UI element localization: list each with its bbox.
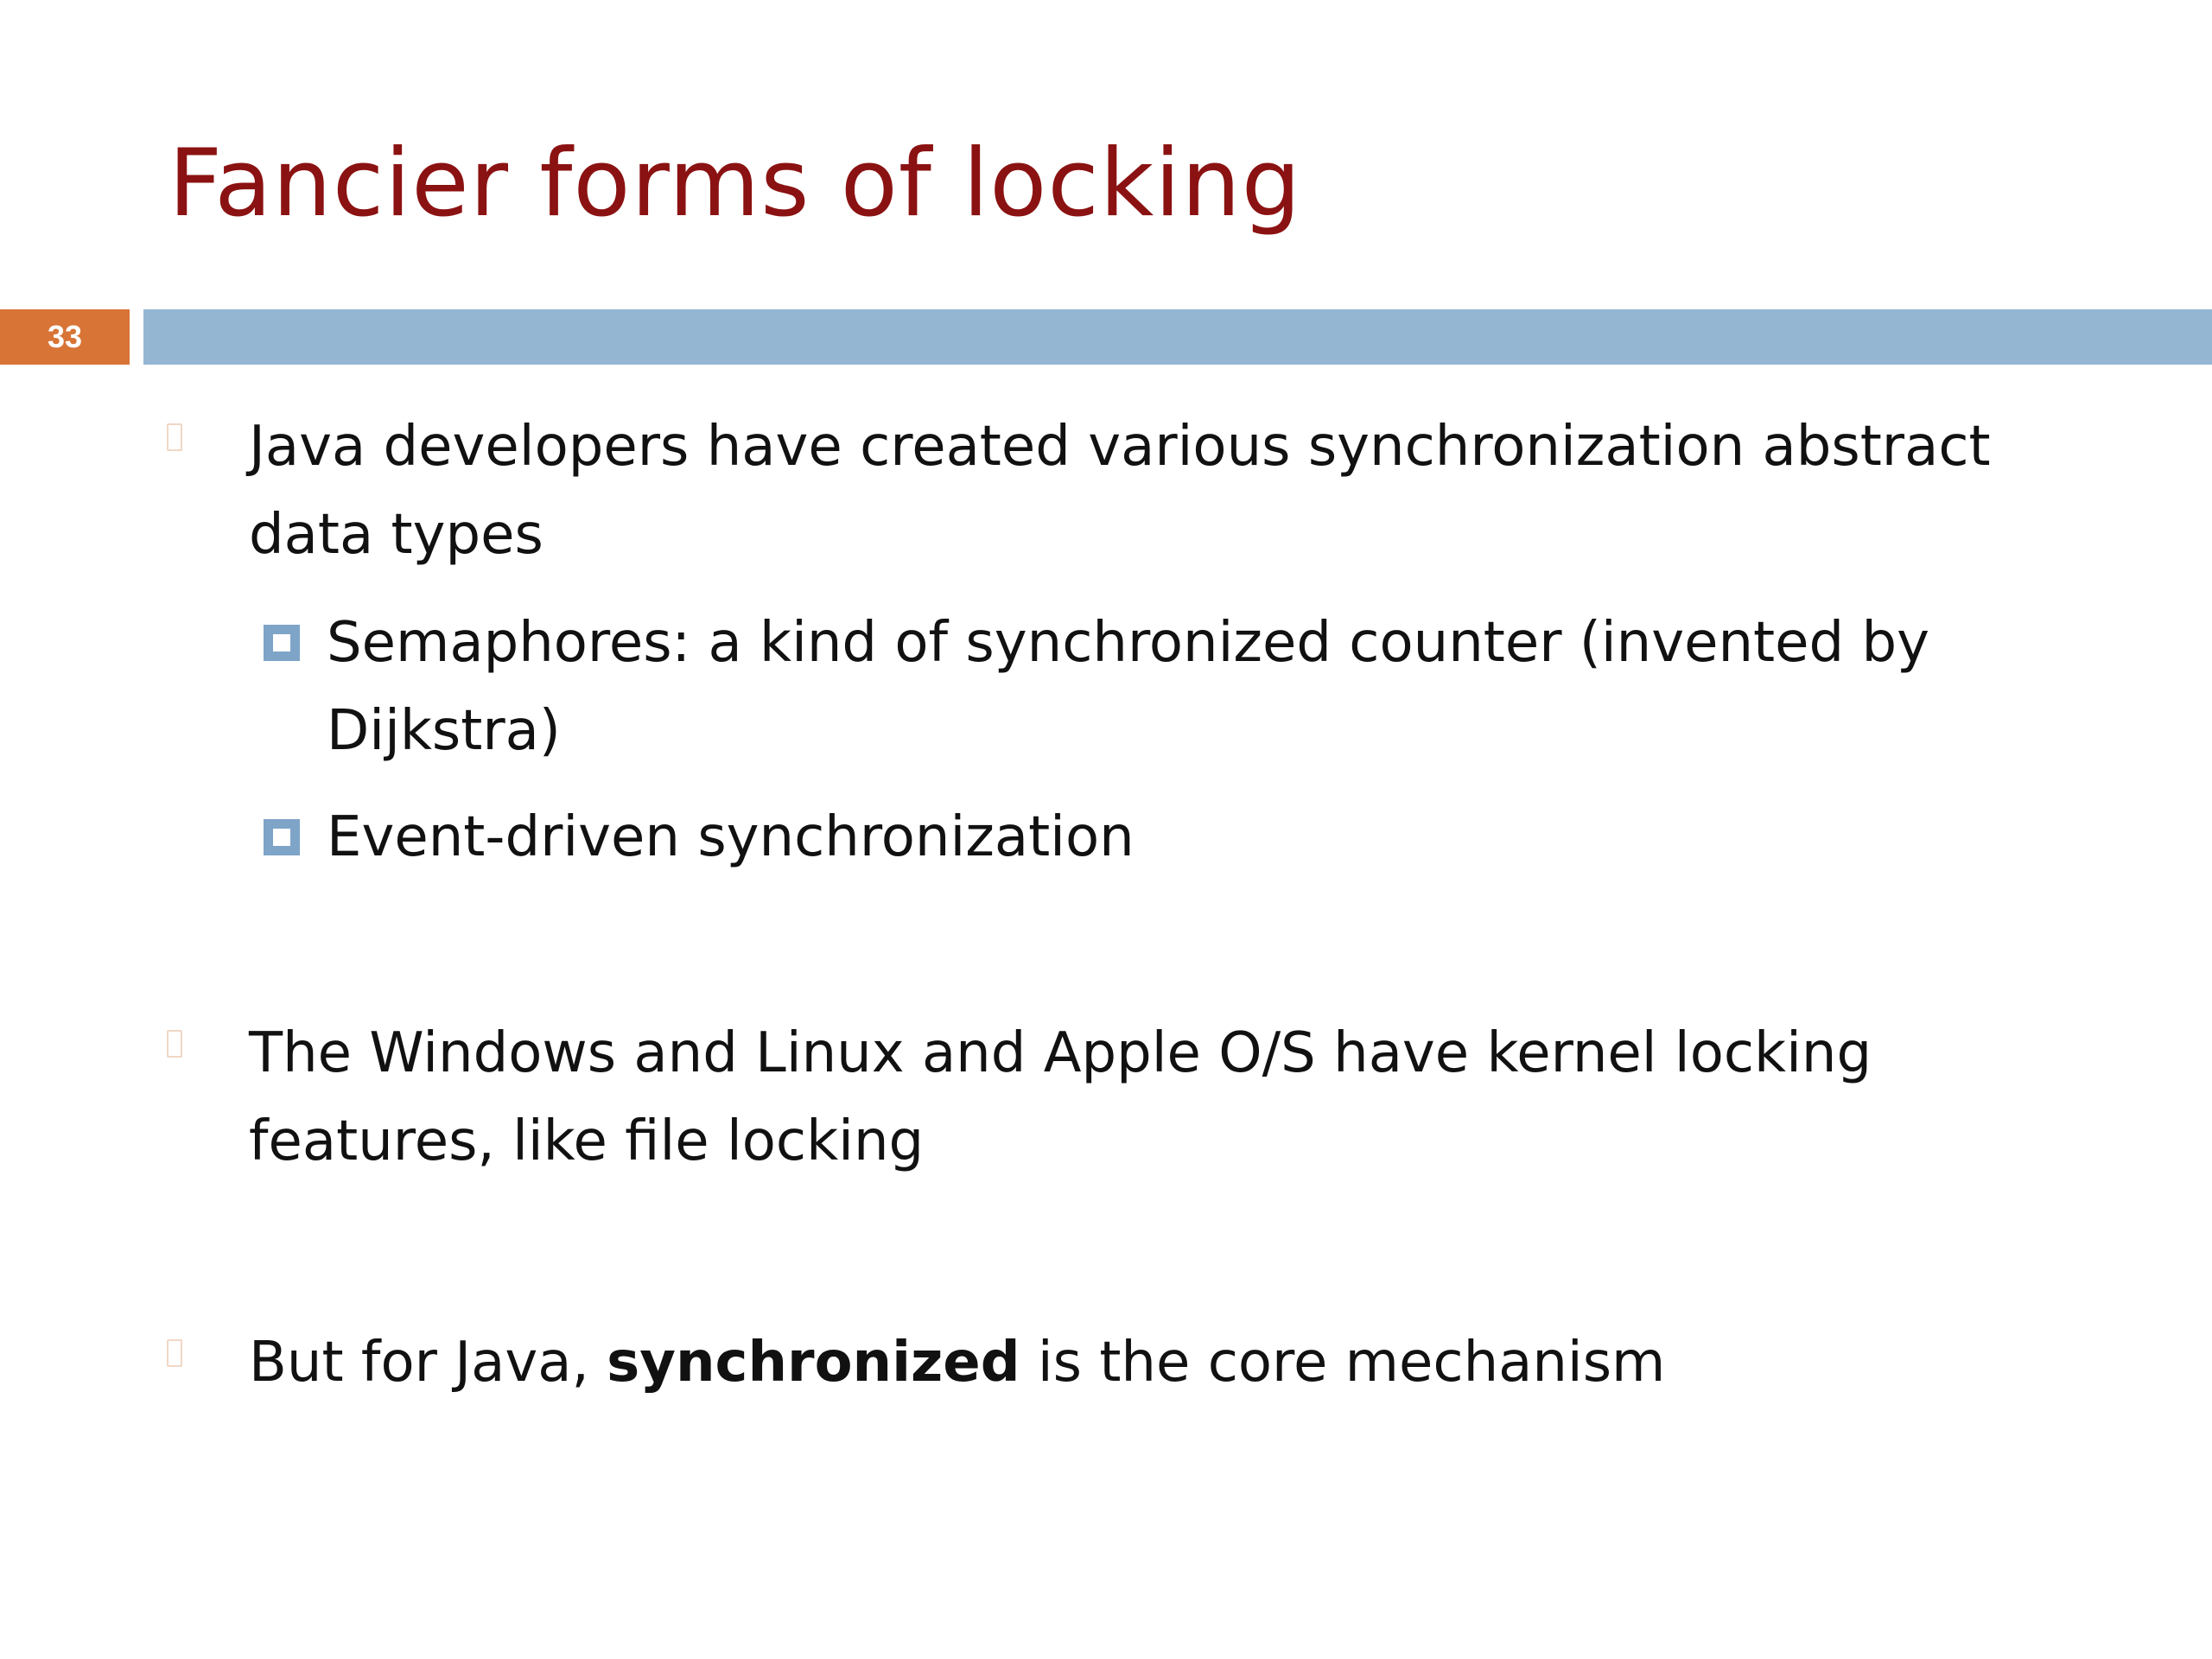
bullet-text-with-emphasis: [249, 1319, 2133, 1407]
slide-number-badge: 33: [0, 309, 130, 365]
square-bullet-icon: [264, 819, 300, 855]
sub-bullet-text: Semaphores: a kind of synchronized counter (invented by Dijkstra): [327, 611, 1929, 763]
square-bullet-icon: [264, 625, 300, 661]
sub-bullet-text: Event-driven synchronization: [327, 805, 1135, 869]
bullet-marker-icon: [167, 423, 182, 451]
title-accent-bar: [143, 309, 2212, 365]
bullet-text-prefix: But for Java,: [249, 1331, 607, 1395]
slide-title: Fancier forms of locking: [168, 130, 1302, 238]
synchronized-keyword: synchronized: [607, 1331, 1020, 1395]
bullet-text-suffix: is the core mechanism: [1020, 1331, 1666, 1395]
bullet-marker-icon: [167, 1339, 182, 1367]
bullet-marker-icon: [167, 1030, 182, 1058]
bullet-text: Java developers have created various synchronization abstract data types: [249, 415, 1991, 567]
bullet-text: The Windows and Linux and Apple O/S have kernel locking features, like file locking: [249, 1021, 1872, 1173]
